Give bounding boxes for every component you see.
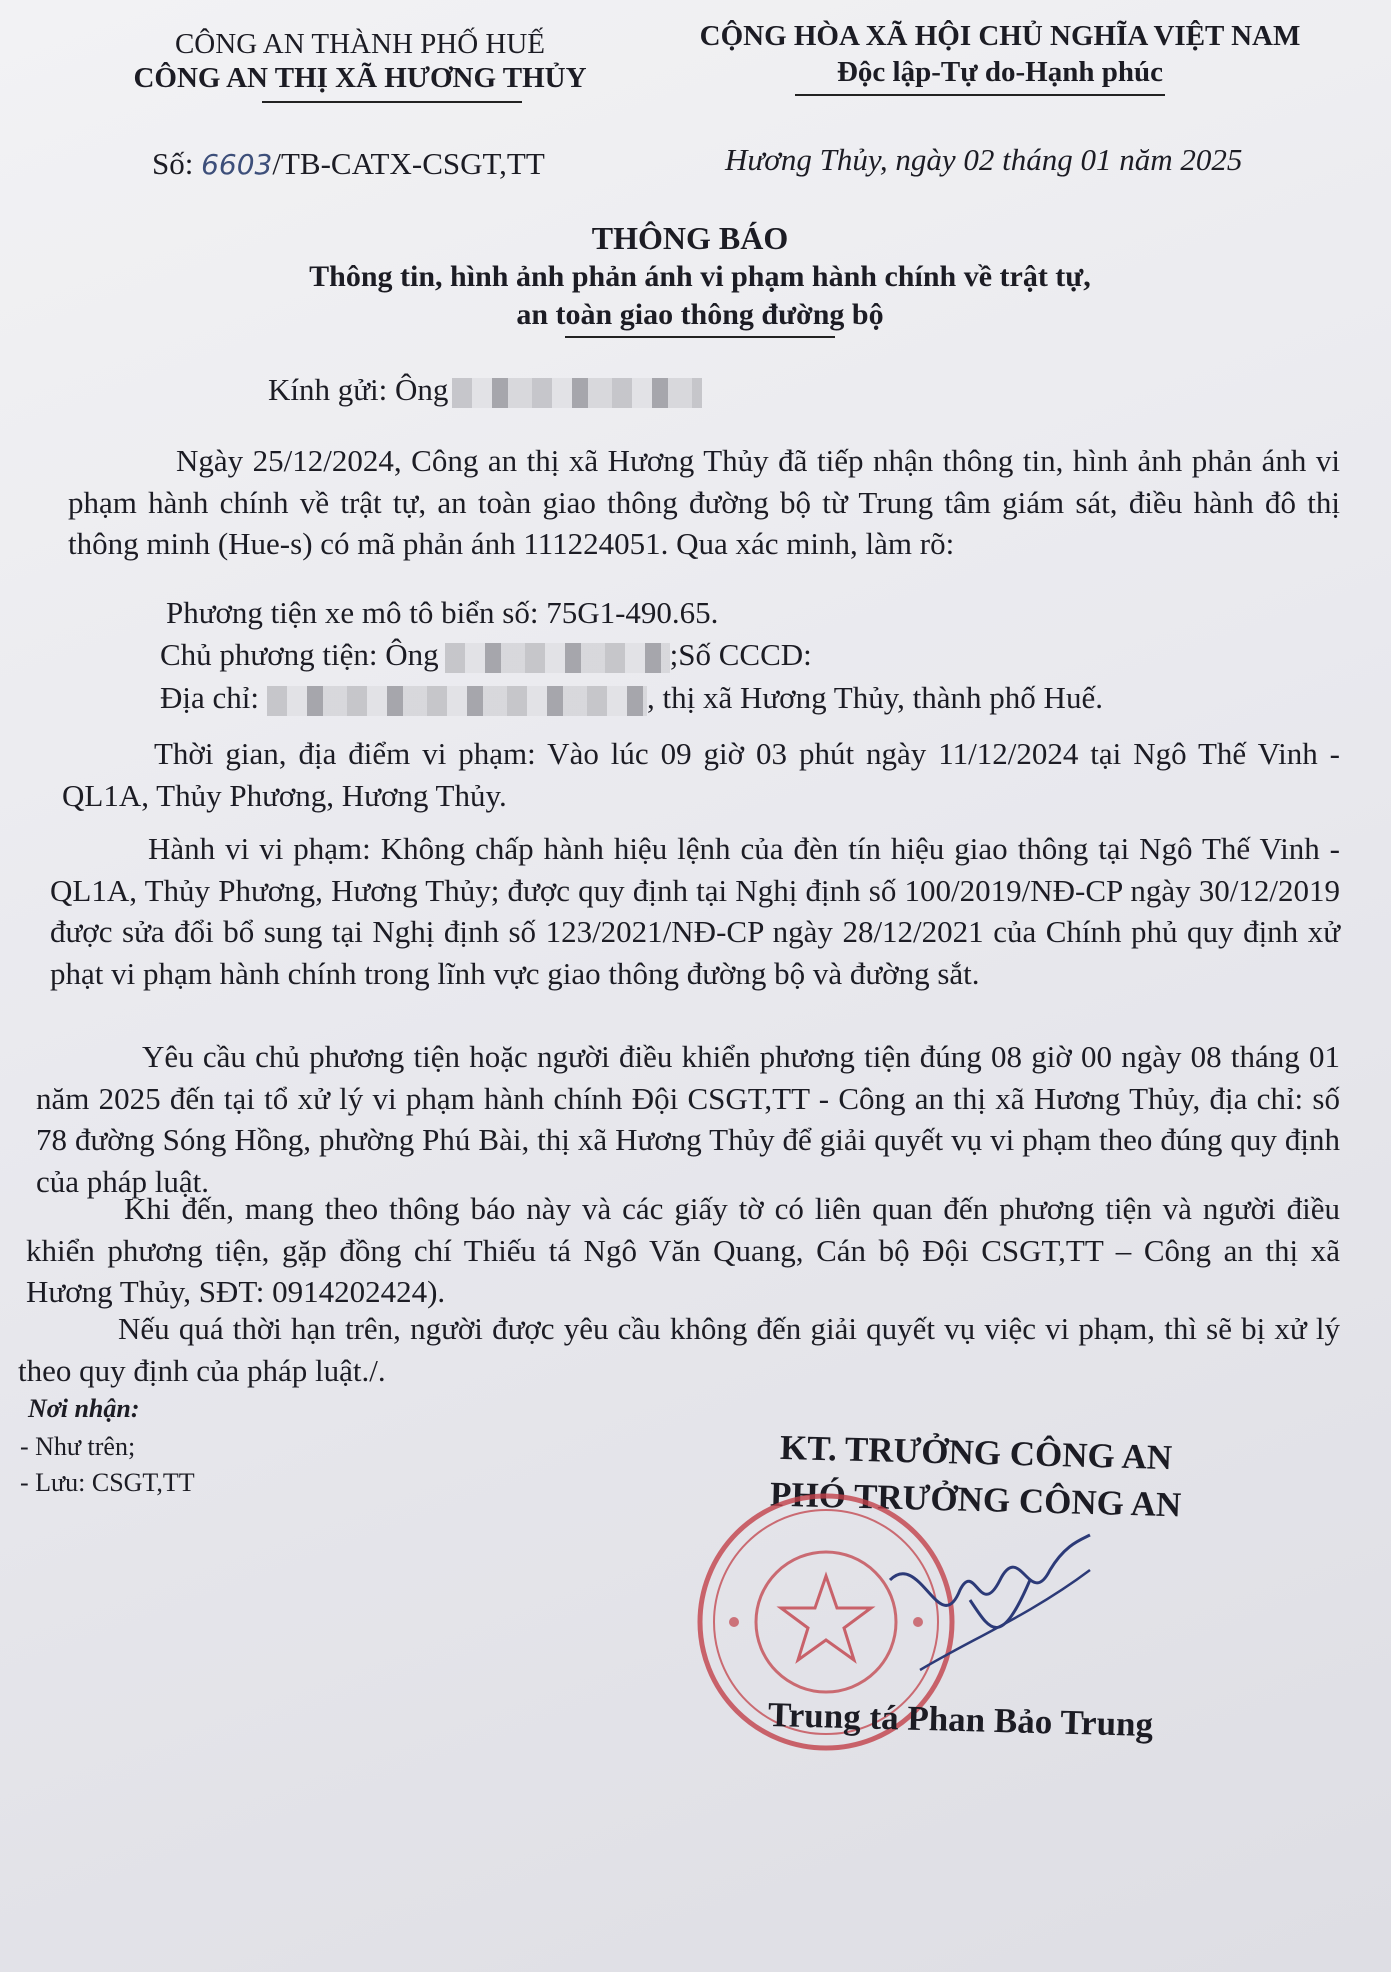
signature-title-1: KT. TRƯỞNG CÔNG AN: [779, 1427, 1173, 1478]
recipient-line: [268, 372, 702, 408]
signature-title-2: PHÓ TRƯỞNG CÔNG AN: [769, 1474, 1182, 1525]
recipient-label: Kính gửi: Ông: [268, 372, 449, 407]
recipients-item-1: - Như trên;: [20, 1432, 136, 1461]
doc-number-prefix: Số:: [152, 146, 194, 181]
paragraph-warning: Nếu quá thời hạn trên, người được yêu cầu không đến giải quyết vụ việc vi phạm, thì sẽ bị xử lý theo quy định của pháp luật./.: [18, 1311, 1340, 1388]
handwritten-signature-icon: [880, 1520, 1100, 1680]
address-suffix: , thị xã Hương Thủy, thành phố Huế.: [647, 680, 1103, 715]
national-title: CỘNG HÒA XÃ HỘI CHỦ NGHĨA VIỆT NAM: [699, 20, 1301, 52]
paragraph-time-place: Thời gian, địa điểm vi phạm: Vào lúc 09 giờ 03 phút ngày 11/12/2024 tại Ngô Thế Vinh - QL1A, Thủy Phương, Hương Thủy.: [62, 736, 1340, 813]
paragraph-violation: Hành vi vi phạm: Không chấp hành hiệu lệnh của đèn tín hiệu giao thông tại Ngô Thế Vinh - QL1A, Thủy Phương, Hương Thủy; được quy định tại Nghị định số 100/2019/NĐ-CP ngày 30/12/2019 được sửa đổi bổ sung tại Nghị định số 123/2021/NĐ-CP ngày 28/12/2021 của Chính phủ quy định xử phạt vi phạm hành chính trong lĩnh vực giao thông đường bộ và đường sắt.: [50, 831, 1340, 991]
doc-number-handwritten: 6603: [201, 148, 273, 181]
owner-label: Chủ phương tiện: Ông: [160, 637, 439, 672]
document-subtitle-2: an toàn giao thông đường bộ: [516, 298, 884, 331]
paragraph-request: Yêu cầu chủ phương tiện hoặc người điều khiển phương tiện đúng 08 giờ 00 ngày 08 tháng 01 năm 2025 đến tại tổ xử lý vi phạm hành chính Đội CSGT,TT - Công an thị xã Hương Thủy, địa chỉ: số 78 đường Sóng Hồng, phường Phú Bài, thị xã Hương Thủy để giải quyết vụ vi phạm theo đúng quy định của pháp luật.: [36, 1039, 1340, 1199]
address-label: Địa chỉ:: [160, 680, 259, 715]
doc-number-suffix: /TB-CATX-CSGT,TT: [272, 146, 545, 181]
paragraph-bring: Khi đến, mang theo thông báo này và các giấy tờ có liên quan đến phương tiện và người điều khiển phương tiện, gặp đồng chí Thiếu tá Ngô Văn Quang, Cán bộ Đội CSGT,TT – Công an thị xã Hương Thủy, SĐT: 0914202424).: [26, 1191, 1340, 1309]
recipients-item-2: - Lưu: CSGT,TT: [20, 1468, 195, 1497]
vehicle-line: Phương tiện xe mô tô biển số: 75G1-490.65.: [166, 595, 719, 630]
redacted-address: [267, 686, 647, 716]
redacted-owner: [445, 643, 670, 673]
agency-name: CÔNG AN THỊ XÃ HƯƠNG THỦY: [133, 62, 587, 94]
recipients-title: Nơi nhận:: [28, 1394, 140, 1423]
document-title: THÔNG BÁO: [591, 220, 789, 256]
document-subtitle-1: Thông tin, hình ảnh phản ánh vi phạm hành chính về trật tự,: [309, 260, 1091, 293]
issue-date: Hương Thủy, ngày 02 tháng 01 năm 2025: [725, 142, 1243, 177]
id-label: ;Số CCCD:: [669, 637, 812, 672]
address-line: [160, 680, 1103, 716]
paragraph-intro: Ngày 25/12/2024, Công an thị xã Hương Thủy đã tiếp nhận thông tin, hình ảnh phản ánh vi phạm hành chính về trật tự, an toàn giao thông đường bộ từ Trung tâm giám sát, điều hành đô thị thông minh (Hue-s) có mã phản ánh 111224051. Qua xác minh, làm rõ:: [68, 443, 1340, 561]
signer-name: Trung tá Phan Bảo Trung: [767, 1694, 1154, 1745]
title-underline: [565, 336, 835, 338]
owner-line: [160, 637, 812, 673]
agency-underline: [262, 101, 522, 103]
motto-underline: [795, 94, 1165, 96]
redacted-name: [452, 378, 702, 408]
national-motto: Độc lập-Tự do-Hạnh phúc: [836, 56, 1163, 88]
agency-parent: CÔNG AN THÀNH PHỐ HUẾ: [174, 28, 546, 60]
document-number: [152, 146, 545, 182]
